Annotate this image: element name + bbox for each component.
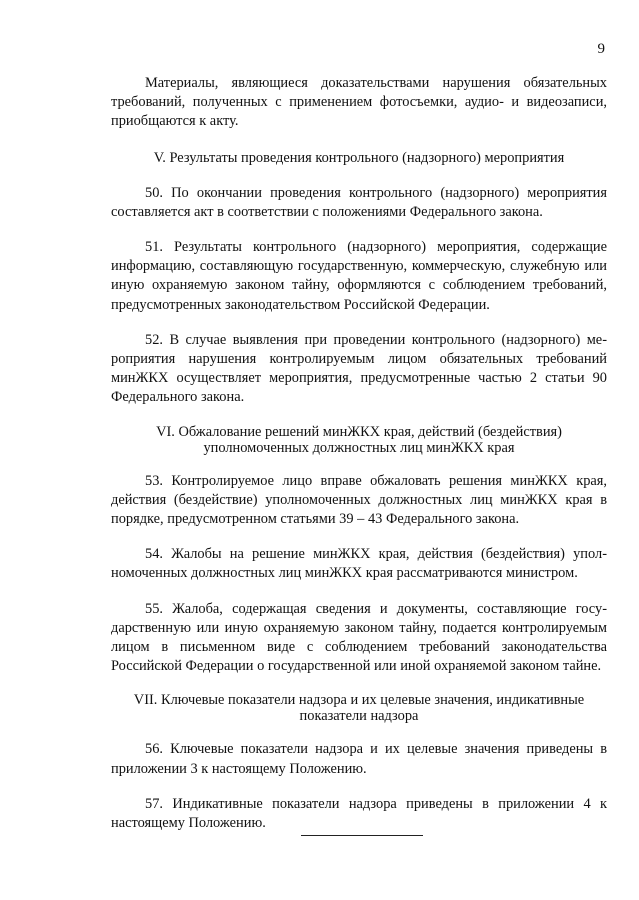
section-heading-vi — [111, 424, 607, 456]
document-body — [111, 74, 607, 833]
paragraph-56: 56. Ключевые показатели надзора и их целевые значения приведены в приложении 3 к настоящему Положению. — [111, 741, 607, 777]
paragraph-50: 50. По окончании проведения контрольного (надзорного) мероприятия составляется акт в соответствии с положениями Федерального закона. — [111, 184, 607, 220]
section-heading-line: VII. Ключевые показатели надзора и их целевые значения, индикативные — [133, 692, 585, 709]
paragraph-52: 52. В случае выявления при проведении контрольного (надзорного) мероприятия нарушения контролируемым лицом обязательных требований минЖКХ осуществляет мероприятия, предусмотренные частью 2 статьи 90 Федерального закона. — [111, 331, 607, 406]
end-separator-line — [301, 835, 423, 836]
page-number: 9 — [597, 41, 605, 57]
section-heading-line: показатели надзора — [299, 708, 419, 725]
paragraph-54: 54. Жалобы на решение минЖКХ края, действия (бездействия) уполномоченных должностных лиц минЖКХ края рассматриваются министром. — [111, 546, 607, 582]
paragraph-53: 53. Контролируемое лицо вправе обжаловать решения минЖКХ края, действия (бездействие) уполномоченных должностных лиц минЖКХ края в порядке, предусмотренном статьями 39 – 43 Федерального закона. — [111, 472, 607, 528]
paragraph-57: 57. Индикативные показатели надзора приведены в приложении 4 к настоящему Положению. — [111, 795, 607, 832]
paragraph-materials: Материалы, являющиеся доказательствами нарушения обязательных требований, полученных с применением фотосъемки, аудио- и видеозаписи, приобщаются к акту. — [111, 75, 607, 130]
paragraph-55: 55. Жалоба, содержащая сведения и документы, составляющие государственную или иную охраняемую законом тайну, подается контролируемым лицом в письменном виде с соблюдением требований законодательства Российской Федерации о государственной или иной охраняемой законом тайне. — [111, 600, 607, 675]
section-heading-line: уполномоченных должностных лиц минЖКХ края — [203, 439, 515, 456]
section-heading-line: VI. Обжалование решений минЖКХ края, действий (бездействия) — [156, 423, 562, 440]
section-heading-line: V. Результаты проведения контрольного (надзорного) мероприятия — [153, 149, 565, 166]
paragraph-51: 51. Результаты контрольного (надзорного) мероприятия, содержащие информацию, составляющую государственную, коммерческую, служебную или иную охраняемую законом тайну, оформляются с соблюдением требований, предусмотренных законодательством Российской Федерации. — [111, 239, 607, 313]
section-heading-vii — [111, 692, 607, 724]
section-heading-v — [111, 150, 607, 166]
